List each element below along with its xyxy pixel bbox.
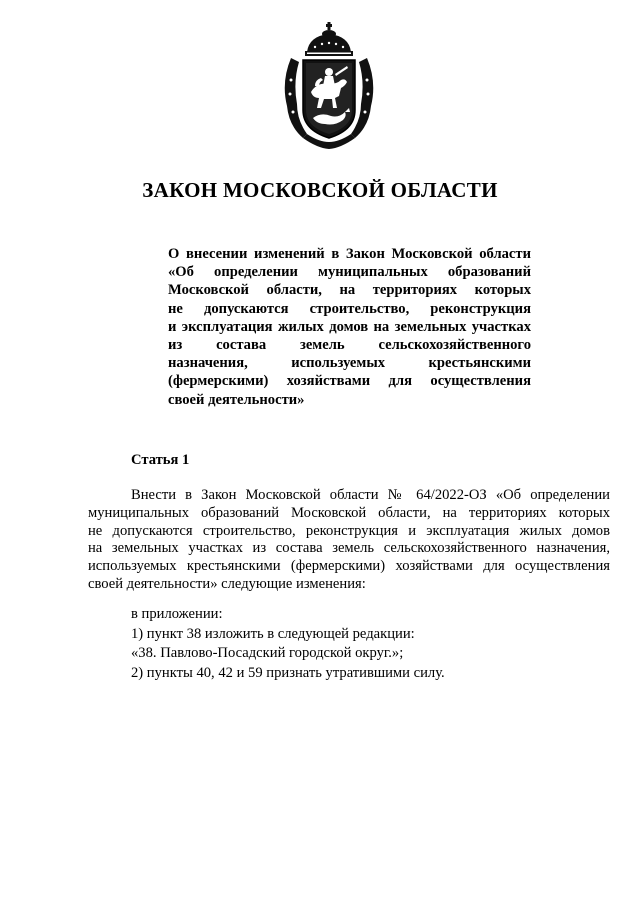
subject-line: (фермерскими) хозяйствами для осуществления	[168, 373, 531, 390]
article-heading: Статья 1	[131, 452, 190, 468]
amendments-list	[131, 605, 601, 683]
article-body	[88, 487, 610, 594]
subject-line: и эксплуатация жилых домов на земельных участках	[168, 318, 531, 335]
law-title: ЗАКОН МОСКОВСКОЙ ОБЛАСТИ	[142, 178, 498, 202]
amendment-item: «38. Павлово-Посадский городской округ.»;	[131, 645, 404, 661]
subject-line: не допускаются строительство, реконструкция	[168, 300, 531, 317]
amendment-item: 1) пункт 38 изложить в следующей редакции:	[131, 625, 415, 642]
article-body-line: используемых крестьянскими (фермерскими) хозяйствами для осуществления	[88, 558, 610, 575]
article-body-line: своей деятельности» следующие изменения:	[88, 575, 366, 592]
article-body-line: не допускаются строительство, реконструкция и эксплуатация жилых домов	[88, 522, 610, 539]
subject-line: О внесении изменений в Закон Московской области	[168, 246, 531, 262]
subject-line: назначения, используемых крестьянскими	[168, 355, 531, 372]
law-subject	[168, 245, 531, 409]
subject-line: «Об определении муниципальных образований	[168, 264, 531, 281]
article-body-line: Внести в Закон Московской области № 64/2022-ОЗ «Об определении	[131, 487, 610, 503]
subject-line: Московской области, на территориях которых	[168, 282, 531, 299]
amendment-item: в приложении:	[131, 606, 223, 622]
article-body-line: муниципальных образований Московской области, на территориях которых	[88, 504, 610, 521]
subject-line: из состава земель сельскохозяйственного	[168, 337, 531, 354]
article-body-line: на земельных участках из состава земель сельскохозяйственного назначения,	[88, 540, 610, 557]
coat-of-arms-icon	[277, 22, 381, 150]
amendment-item: 2) пункты 40, 42 и 59 признать утратившими силу.	[131, 664, 445, 681]
subject-line: своей деятельности»	[168, 391, 305, 408]
